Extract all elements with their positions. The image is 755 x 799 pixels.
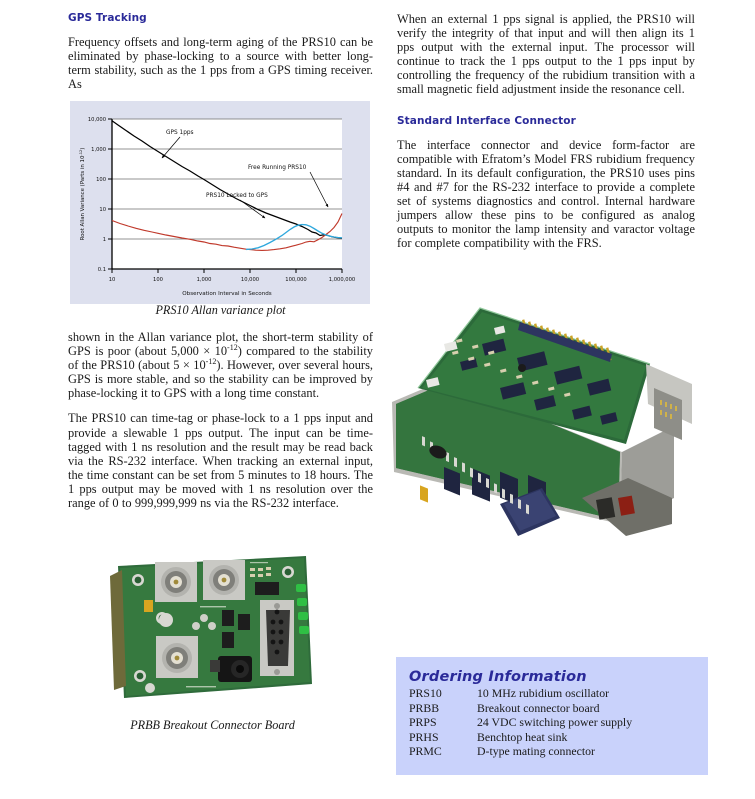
ordering-code: PRS10 [409,686,442,700]
prbb-board-photo-svg [100,548,322,708]
ordering-description: 24 VDC switching power supply [477,715,633,730]
ordering-description: Breakout connector board [477,700,600,715]
allan-variance-chart-svg [70,101,370,304]
chart-annotation-gps-1pps: GPS 1pps [166,130,194,136]
gps-tracking-heading: GPS Tracking [68,12,147,24]
table-row [409,687,632,702]
standard-interface-connector-heading: Standard Interface Connector [397,114,576,127]
ordering-code: PRMC [409,744,442,759]
ordering-information-table [409,687,632,760]
svg-text:1,000: 1,000 [91,147,106,153]
chart-caption: PRS10 Allan variance plot [155,303,286,317]
interface-connector-paragraph: The interface connector and device form-factor are compatible with Efratom’s Model FRS rubidium frequency standard. In its default configuration, the PRS10 uses pins #4 and #7 for the RS-232 interface to provide a complete set of systems diagnostics and control. Internal hardware jumpers allow these pins to be configured as analog outputs to monitor the lamp intensity and varactor voltage for complete compatibility with the FRS. [397,137,695,251]
prbb-board-photo [100,548,322,708]
chart-y-axis-title: Root Allan Variance (Parts in $10^{-12}$) [79,147,86,241]
svg-text:1,000: 1,000 [196,277,212,283]
table-row [409,716,632,731]
allan-stability-text-post: ). However, over several hours, GPS is more stable, and so the stability can be improved by phase-locking it to GPS with a long time constant. [68,358,373,401]
ordering-code: PRBB [409,700,440,715]
allan-stability-text-mid: ) compared to the stability of the PRS10 (about 5 × 10 [68,344,374,373]
prs10-unit-photo [382,292,707,540]
gps-tracking-paragraph: Frequency offsets and long-term aging of the PRS10 can be eliminated by phase-locking to a source with better long-term stability, such as the 1 pps from a GPS timing receiver. As [68,35,373,92]
svg-text:100: 100 [153,277,163,283]
ordering-description: D-type mating connector [477,744,595,759]
table-row [409,731,632,746]
svg-text:10,000: 10,000 [240,277,260,283]
external-pps-paragraph: When an external 1 pps signal is applied, the PRS10 will verify the integrity of that input and will then align its 1 pps output with the external input. The processor will continue to track the 1 pps output to the 1 pps input by controlling the frequency of the rubidium transition with a small magnetic field adjustment inside the resonance cell. [397,12,695,97]
prbb-caption: PRBB Breakout Connector Board [130,718,295,732]
table-row [409,745,632,760]
svg-text:10: 10 [108,277,116,283]
svg-text:0.1: 0.1 [97,267,106,273]
ordering-description: Benchtop heat sink [477,729,568,744]
svg-text:100: 100 [96,177,106,183]
ordering-information-title: Ordering Information [409,669,587,685]
exponent-1: -12 [227,342,238,352]
chart-annotation-free-running: Free Running PRS10 [248,165,307,171]
allan-variance-chart [70,101,370,304]
ordering-information-box [396,657,708,775]
svg-text:100,000: 100,000 [285,277,307,283]
exponent-2: -12 [205,357,217,367]
svg-text:1,000,000: 1,000,000 [328,277,356,283]
left-column-lower [68,330,373,510]
time-tag-paragraph: The PRS10 can time-tag or phase-lock to a 1 pps input and provide a slewable 1 pps output. The input can be time-tagged with 1 ns resolution and the result may be read back via the RS-232 interface. When tracking an external input, the time constant can be set from 5 minutes to 18 hours. The 1 pps output may be moved with 1 ns resolution over the range of 0 to 999,999,999 ns via the RS-232 interface. [68,411,373,511]
right-column [397,12,695,250]
svg-text:1: 1 [102,237,106,243]
svg-text:10,000: 10,000 [87,117,106,123]
ordering-description: 10 MHz rubidium oscillator [477,686,610,700]
table-row [409,702,632,717]
prs10-unit-photo-svg [382,292,707,540]
left-column-top [68,12,373,91]
ordering-code: PRHS [409,729,439,744]
svg-text:10: 10 [99,207,106,213]
chart-annotation-locked: PRS10 Locked to GPS [206,193,268,199]
allan-stability-paragraph [68,330,373,400]
chart-x-axis-title: Observation Interval in Seconds [182,291,272,297]
ordering-code: PRPS [409,715,437,730]
allan-stability-text-pre: shown in the Allan variance plot, the short-term stability of GPS is poor (about 5,000 × 10 [68,330,373,359]
